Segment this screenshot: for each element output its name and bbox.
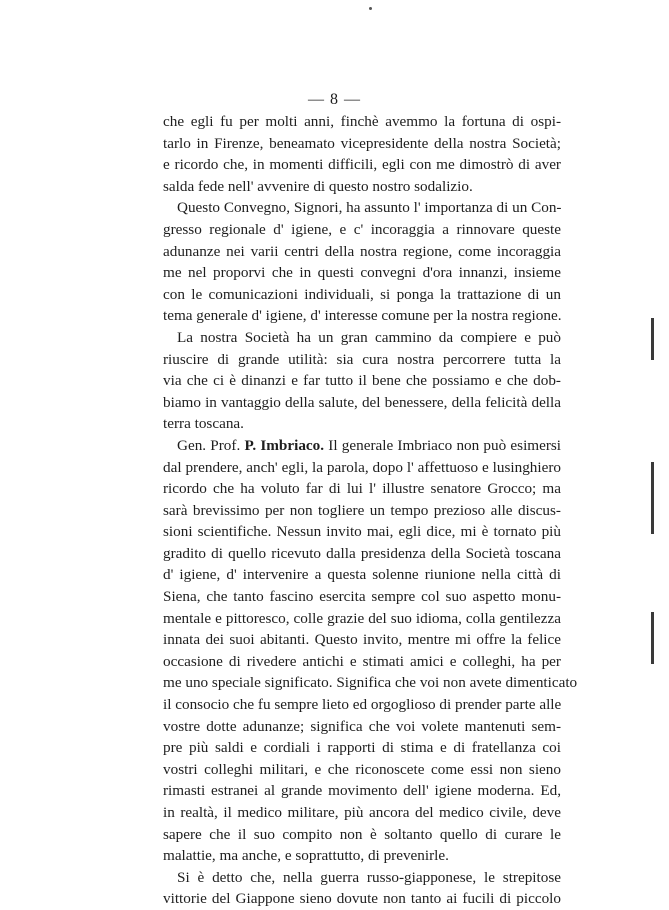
text-line: adunanze nei varii centri della nostra regione, come incoraggia [163,242,561,260]
text-line: in realtà, il medico militare, più ancora del medico civile, deve [163,804,561,821]
text-line: La nostra Società ha un gran cammino da compiere e può [177,328,561,346]
text-line: sarà brevissimo per non togliere un tempo prezioso alle discus- [163,501,561,519]
text-line: me uno speciale significato. Significa che voi non avete dimenticato [163,674,578,692]
text-line: me nel proporvi che in questi convegni d'ora innanzi, insieme [163,264,561,282]
text-line: riuscire di grande utilità: sia cura nostra percorrere tutta la [163,350,561,368]
text-line: terra toscana. [163,415,244,433]
margin-mark [651,612,654,664]
text-line: via che ci è dinanzi e far tutto il bene che possiamo e che dob- [163,372,561,390]
text-line: dal prendere, anch' egli, la parola, dopo l' affettuoso e lusinghiero [163,458,561,476]
text-line: biamo in vantaggio della salute, del benessere, della felicità della [163,393,561,411]
text-line: vittorie del Giappone sieno dovute non tanto ai fucili di piccolo [163,890,561,908]
text-line: d' igiene, d' intervenire a questa solenne riunione nella città di [163,566,561,584]
text-line: gradito di quello ricevuto dalla presidenza della Società toscana [163,544,561,562]
text-line: vostre dotte adunanze; significa che voi volete mantenuti sem- [163,717,561,735]
margin-mark [651,318,654,360]
text-line: Siena, che tanto fascino esercita sempre col suo aspetto monu- [163,588,561,606]
speaker-line-text: Il generale Imbriaco non può esimersi [328,436,562,454]
text-line: vostri colleghi militari, e che riconoscete come essi non sieno [163,760,561,778]
text-line: rimasti estranei al grande movimento dell' igiene moderna. Ed, [163,782,561,800]
text-line: pre più saldi e cordiali i rapporti di stima e di fratellanza coi [163,739,561,757]
speaker-line [163,435,561,457]
margin-mark [651,462,654,534]
text-line: malattie, ma anche, e soprattutto, di prevenirle. [163,847,449,865]
text-line: gresso regionale d' igiene, e c' incoraggia a rinnovare queste [163,220,561,238]
body-text [163,111,578,910]
page-number: — 8 — [308,91,361,108]
speaker-name: P. Imbriaco. [244,436,325,454]
text-line: occasione di rivedere antichi e stimati amici e colleghi, ha per [163,652,561,670]
text-line: e ricordo che, in momenti difficili, egli con me dimostrò di aver [163,156,561,174]
text-line: che egli fu per molti anni, finchè avemmo la fortuna di ospi- [163,113,561,130]
text-line: il consocio che fu sempre lieto ed orgoglioso di prender parte alle [163,696,562,714]
text-line: tarlo in Firenze, beneamato vicepresidente della nostra Società; [163,134,561,152]
text-line: con le comunicazioni individuali, si ponga la trattazione di un [163,285,561,303]
text-line: Si è detto che, nella guerra russo-giapponese, le strepitose [177,868,561,886]
text-line: sapere che il suo compito non è soltanto quello di curare le [163,825,561,843]
text-line: Questo Convegno, Signori, ha assunto l' importanza di un Con- [177,199,562,217]
text-line: tema generale d' igiene, d' interesse comune per la nostra regione. [163,307,562,325]
speaker-prefix: Gen. Prof. [177,436,241,454]
text-line: saldа fede nell' avvenire di questo nostro sodalizio. [163,177,473,195]
text-line: sioni scientifiche. Nessun invito mai, egli dice, mi è tornato più [163,523,561,541]
text-line: mentale e pittoresco, colle grazie del suo idioma, colla gentilezza [163,609,561,627]
text-line: ricordo che ha voluto far di lui l' illustre senatore Grocco; ma [163,480,561,498]
text-line: innata dei suoi abitanti. Questo invito, mentre mi offre la felice [163,631,561,649]
print-speck [369,7,372,10]
